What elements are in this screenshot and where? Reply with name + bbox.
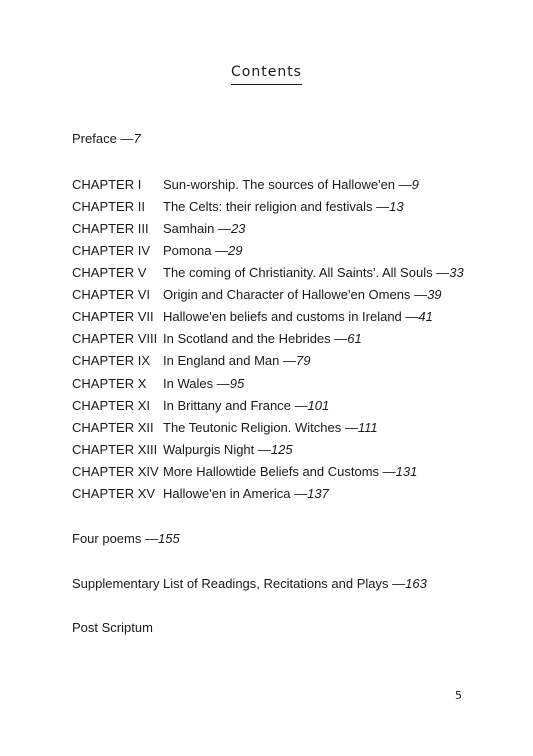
chapter-label: CHAPTER I: [72, 177, 142, 192]
entry-separator: —: [120, 131, 134, 146]
toc-chapter[interactable]: [72, 398, 329, 414]
chapter-title: In Scotland and the Hebrides: [163, 331, 331, 346]
chapter-separator: —: [294, 398, 308, 413]
chapter-page: 111: [357, 420, 378, 435]
chapter-label: CHAPTER IX: [72, 353, 151, 368]
chapter-label: CHAPTER VII: [72, 309, 154, 324]
chapter-label: CHAPTER III: [72, 221, 149, 236]
toc-entry-supplementary-list[interactable]: [72, 576, 427, 592]
entry-separator: —: [145, 531, 158, 546]
toc-chapter[interactable]: [72, 442, 293, 458]
chapter-page: 23: [230, 221, 246, 236]
toc-chapter[interactable]: [72, 243, 243, 259]
toc-chapter[interactable]: [72, 420, 378, 436]
chapter-page: 125: [270, 442, 293, 457]
entry-separator: —: [392, 576, 406, 591]
chapter-title: Samhain: [163, 221, 215, 236]
toc-chapter[interactable]: [72, 265, 464, 281]
chapter-separator: —: [344, 420, 358, 435]
chapter-page: 41: [418, 309, 433, 324]
page-number: 5: [455, 689, 462, 702]
chapter-title: Hallowe'en beliefs and customs in Ireland: [163, 309, 402, 324]
chapter-page: 131: [395, 464, 418, 479]
chapter-title: In Brittany and France: [163, 398, 291, 413]
contents-heading: Contents: [231, 64, 302, 85]
toc-chapter[interactable]: [72, 331, 362, 347]
chapter-label: CHAPTER XII: [72, 420, 154, 435]
page-title: [0, 64, 533, 85]
chapter-separator: —: [294, 486, 308, 501]
chapter-separator: —: [216, 376, 230, 391]
toc-entry-preface[interactable]: [72, 131, 141, 147]
chapter-title: In England and Man: [163, 353, 280, 368]
chapter-separator: —: [215, 243, 229, 258]
chapter-label: CHAPTER XV: [72, 486, 156, 501]
chapter-separator: —: [217, 221, 231, 236]
chapter-separator: —: [436, 265, 450, 280]
chapter-page: 79: [296, 353, 311, 368]
toc-entry-post-scriptum[interactable]: [72, 620, 153, 636]
chapter-page: 29: [228, 243, 243, 258]
entry-title: Preface: [72, 131, 117, 146]
chapter-page: 39: [427, 287, 442, 302]
chapter-page: 61: [347, 331, 362, 346]
chapter-page: 13: [389, 199, 404, 214]
chapter-title: More Hallowtide Beliefs and Customs: [163, 464, 380, 479]
chapter-separator: —: [376, 199, 390, 214]
entry-page: 155: [158, 531, 180, 546]
chapter-title: Sun-worship. The sources of Hallowe'en: [163, 177, 396, 192]
chapter-label: CHAPTER XIII: [72, 442, 158, 457]
chapter-page: 101: [307, 398, 330, 413]
toc-entry-four-poems[interactable]: [72, 531, 180, 547]
toc-chapter[interactable]: [72, 287, 442, 303]
chapter-label: CHAPTER V: [72, 265, 147, 280]
chapter-page: 137: [307, 486, 329, 501]
chapter-label: CHAPTER XI: [72, 398, 151, 413]
toc-chapter[interactable]: [72, 464, 417, 480]
chapter-separator: —: [382, 464, 396, 479]
entry-title: Four poems: [72, 531, 142, 546]
chapter-title: The Teutonic Religion. Witches: [163, 420, 342, 435]
chapter-title: The Celts: their religion and festivals: [163, 199, 373, 214]
chapter-separator: —: [257, 442, 271, 457]
chapter-title: Pomona: [163, 243, 212, 258]
chapter-separator: —: [405, 309, 419, 324]
chapter-label: CHAPTER IV: [72, 243, 151, 258]
chapter-label: CHAPTER VIII: [72, 331, 158, 346]
toc-chapter[interactable]: [72, 376, 244, 392]
chapter-title: Origin and Character of Hallowe'en Omens: [163, 287, 411, 302]
entry-page: 7: [133, 131, 141, 146]
chapter-label: CHAPTER XIV: [72, 464, 159, 479]
toc-chapter[interactable]: [72, 309, 433, 325]
chapter-title: Walpurgis Night: [163, 442, 255, 457]
entry-title: Post Scriptum: [72, 620, 153, 635]
chapter-title: The coming of Christianity. All Saints'. All Souls: [163, 265, 433, 280]
chapter-separator: —: [414, 287, 428, 302]
toc-chapter[interactable]: [72, 353, 310, 369]
chapter-title: In Wales: [163, 376, 214, 391]
entry-title: Supplementary List of Readings, Recitations and Plays: [72, 576, 389, 591]
chapter-page: 33: [449, 265, 464, 280]
chapter-label: CHAPTER VI: [72, 287, 151, 302]
toc-chapter[interactable]: [72, 199, 404, 215]
chapter-separator: —: [283, 353, 296, 368]
chapter-label: CHAPTER II: [72, 199, 145, 214]
chapter-label: CHAPTER X: [72, 376, 147, 391]
toc-chapter[interactable]: [72, 177, 419, 193]
chapter-title: Hallowe'en in America: [163, 486, 291, 501]
chapter-separator: —: [398, 177, 412, 192]
chapter-page: 95: [229, 376, 245, 391]
chapter-separator: —: [334, 331, 348, 346]
toc-chapter[interactable]: [72, 221, 245, 237]
toc-chapter[interactable]: [72, 486, 329, 502]
entry-page: 163: [405, 576, 427, 591]
chapter-page: 9: [411, 177, 419, 192]
